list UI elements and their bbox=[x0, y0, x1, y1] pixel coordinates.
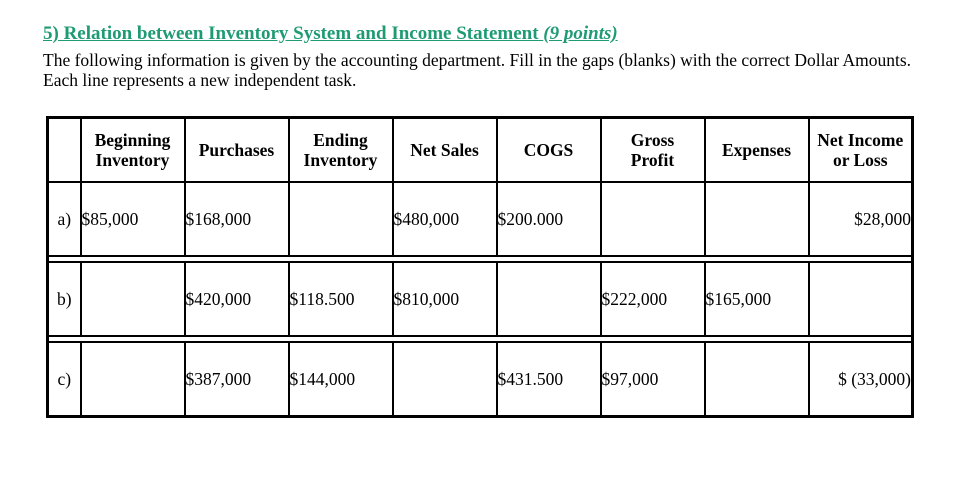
cell-gross-profit bbox=[601, 182, 705, 256]
cell-net-sales: $480,000 bbox=[393, 182, 497, 256]
row-label: b) bbox=[48, 262, 81, 336]
cell-net-sales: $810,000 bbox=[393, 262, 497, 336]
cell-purchases: $168,000 bbox=[185, 182, 289, 256]
cell-ending-inventory: $118.500 bbox=[289, 262, 393, 336]
cell-expenses: $165,000 bbox=[705, 262, 809, 336]
question-instructions: The following information is given by the accounting department. Fill in the gaps (blanks) with the correct Dollar Amounts. Each line represents a new independent task. bbox=[43, 50, 912, 90]
cell-net-income bbox=[809, 262, 913, 336]
cell-beginning-inventory: $85,000 bbox=[81, 182, 185, 256]
cell-ending-inventory bbox=[289, 182, 393, 256]
question-points: (9 points) bbox=[543, 23, 618, 44]
cell-cogs bbox=[497, 262, 601, 336]
header-ending-inventory: Ending Inventory bbox=[289, 118, 393, 183]
cell-ending-inventory: $144,000 bbox=[289, 342, 393, 417]
cell-expenses bbox=[705, 342, 809, 417]
header-expenses: Expenses bbox=[705, 118, 809, 183]
header-purchases: Purchases bbox=[185, 118, 289, 183]
cell-expenses bbox=[705, 182, 809, 256]
cell-cogs: $431.500 bbox=[497, 342, 601, 417]
header-net-sales: Net Sales bbox=[393, 118, 497, 183]
cell-net-income: $ (33,000) bbox=[809, 342, 913, 417]
cell-beginning-inventory bbox=[81, 342, 185, 417]
question-heading bbox=[43, 23, 618, 45]
cell-purchases: $387,000 bbox=[185, 342, 289, 417]
cell-gross-profit: $222,000 bbox=[601, 262, 705, 336]
question-title: 5) Relation between Inventory System and Income Statement bbox=[43, 23, 539, 44]
cell-beginning-inventory bbox=[81, 262, 185, 336]
cell-net-income: $28,000 bbox=[809, 182, 913, 256]
table-row-c bbox=[48, 342, 913, 417]
row-label: a) bbox=[48, 182, 81, 256]
header-label bbox=[48, 118, 81, 183]
header-gross-profit: Gross Profit bbox=[601, 118, 705, 183]
header-cogs: COGS bbox=[497, 118, 601, 183]
header-net-income: Net Income or Loss bbox=[809, 118, 913, 183]
cell-gross-profit: $97,000 bbox=[601, 342, 705, 417]
inventory-table bbox=[46, 116, 914, 418]
row-label: c) bbox=[48, 342, 81, 417]
header-row bbox=[48, 118, 913, 183]
cell-net-sales bbox=[393, 342, 497, 417]
cell-purchases: $420,000 bbox=[185, 262, 289, 336]
header-beginning-inventory: Beginning Inventory bbox=[81, 118, 185, 183]
table-row-b bbox=[48, 262, 913, 336]
cell-cogs: $200.000 bbox=[497, 182, 601, 256]
table-row-a bbox=[48, 182, 913, 256]
